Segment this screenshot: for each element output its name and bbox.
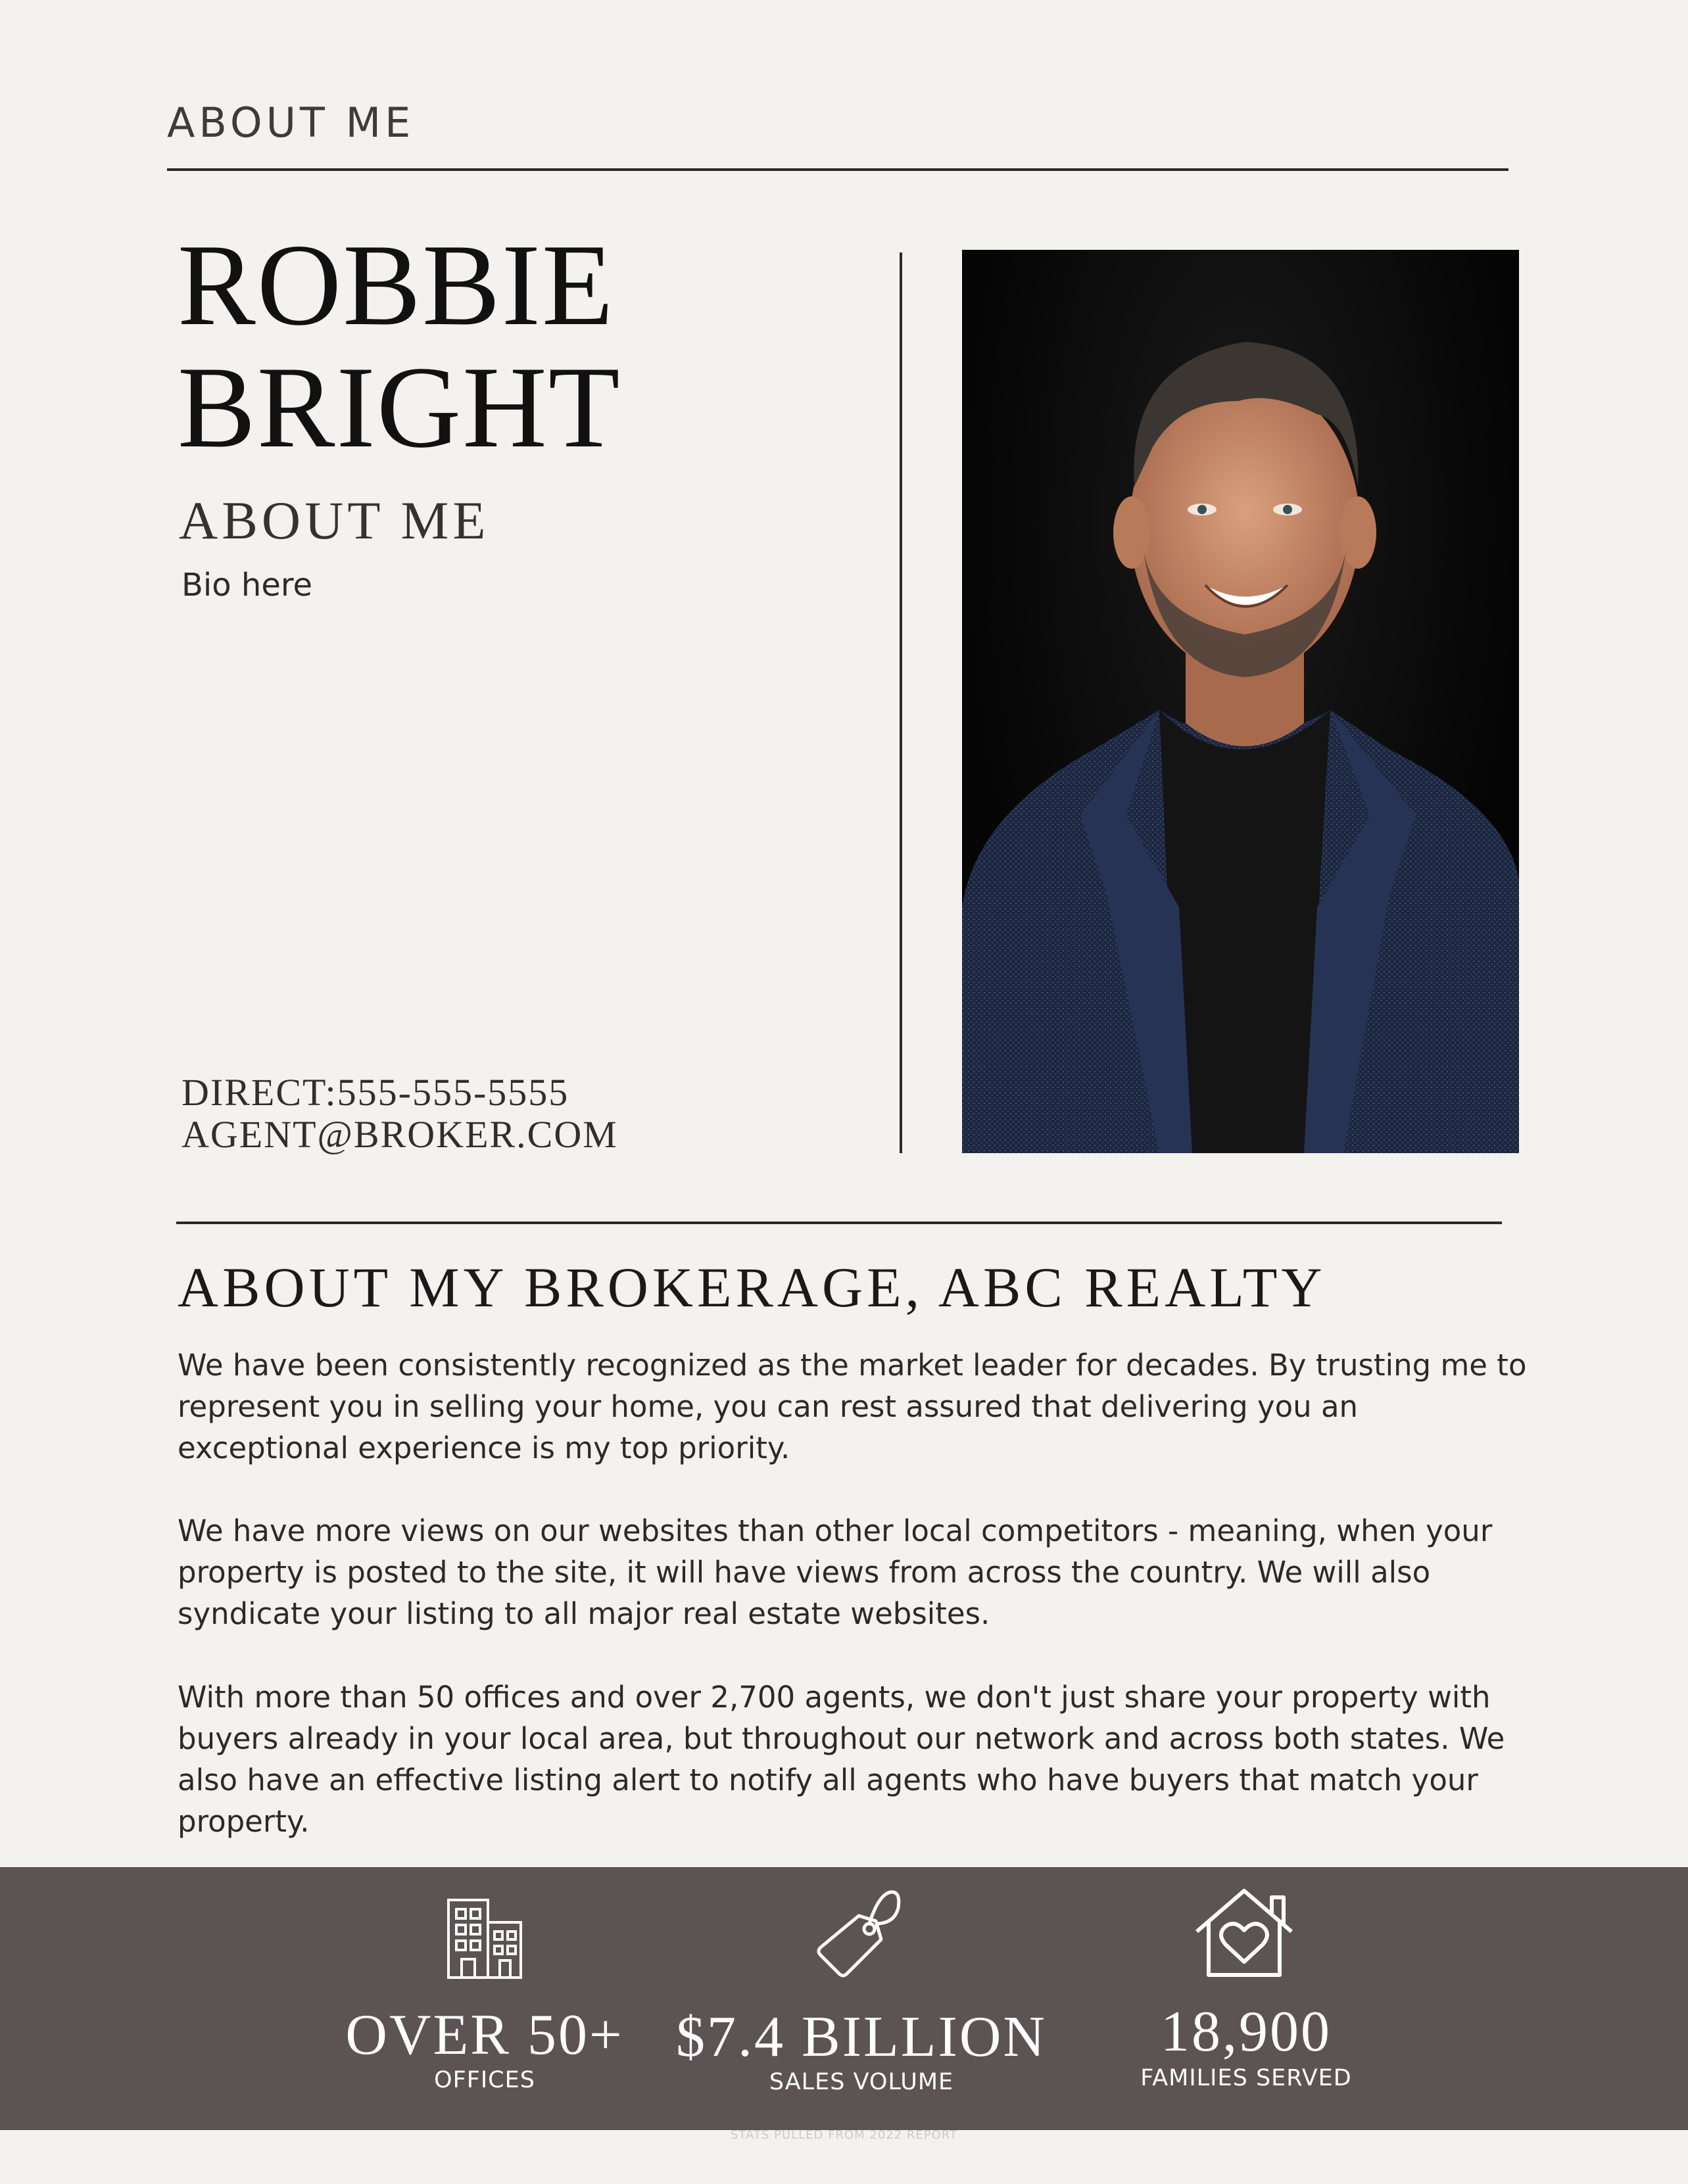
stat-offices-label: OFFICES [434, 2067, 535, 2093]
header-divider [167, 168, 1508, 171]
stat-families-label: FAMILIES SERVED [1140, 2065, 1352, 2091]
brokerage-paragraph-3: With more than 50 offices and over 2,700 agents, we don't just share your property with buyers already in your local area, but throughout our network and across both states. We also have an effective listing alert to notify all agents who have buyers that match your property. [178, 1680, 1505, 1839]
house-heart-icon [1192, 1886, 1297, 1982]
header-label: ABOUT ME [167, 99, 415, 147]
agent-portrait-image [962, 250, 1519, 1153]
section-divider [176, 1222, 1502, 1224]
brokerage-paragraph-2: We have more views on our websites than other local competitors - meaning, when your property is posted to the site, it will have views from across the country. We will also syndicate your listing to all major real estate websites. [178, 1513, 1493, 1631]
stat-sales-value: $7.4 BILLION [676, 2005, 1047, 2069]
direct-phone[interactable]: DIRECT:555-555-5555 [181, 1071, 569, 1114]
agent-email[interactable]: AGENT@BROKER.COM [181, 1113, 618, 1156]
agent-bio: Bio here [181, 567, 313, 604]
stat-families-value: 18,900 [1161, 2000, 1332, 2064]
brokerage-heading: ABOUT MY BROKERAGE, ABC REALTY [178, 1256, 1326, 1319]
agent-name [178, 220, 621, 472]
about-me-heading: ABOUT ME [179, 490, 490, 550]
office-building-icon [445, 1896, 525, 1985]
agent-name-line1: ROBBIE [178, 220, 615, 350]
brokerage-paragraph-1: We have been consistently recognized as the market leader for decades. By trusting me to represent you in selling your home, you can rest assured that delivering you an exceptional experience is my top priority. [178, 1348, 1527, 1465]
column-divider [900, 252, 902, 1153]
price-tag-icon [813, 1882, 905, 1983]
agent-photo [962, 250, 1519, 1153]
stat-sales-label: SALES VOLUME [769, 2069, 954, 2095]
stats-footnote: STATS PULLED FROM 2022 REPORT [730, 2128, 958, 2142]
agent-name-line2: BRIGHT [178, 342, 621, 472]
stat-offices-value: OVER 50+ [345, 2003, 624, 2067]
